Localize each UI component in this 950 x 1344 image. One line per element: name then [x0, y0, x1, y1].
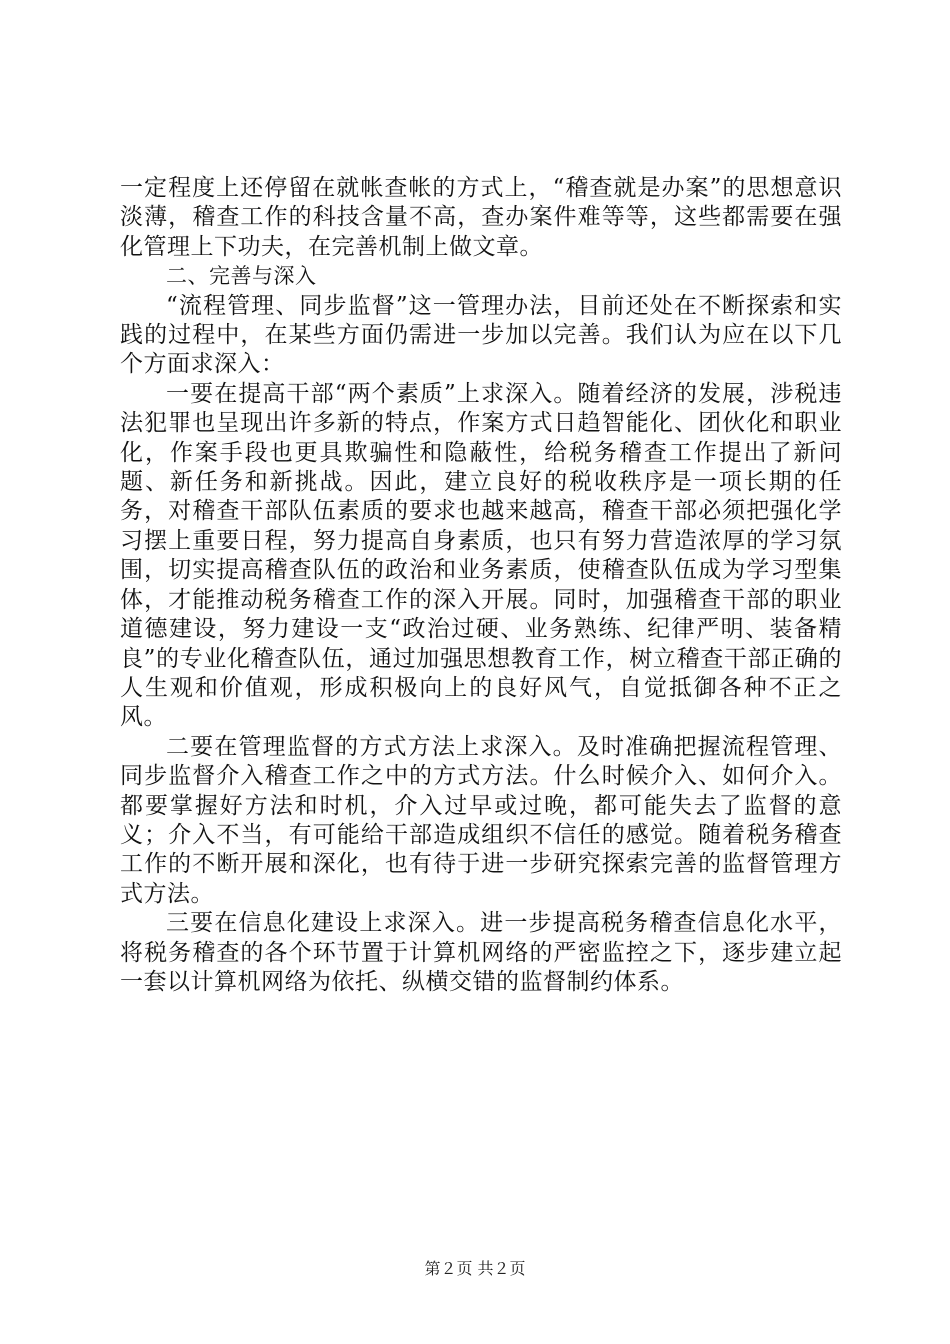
paragraph-point-two: 二要在管理监督的方式方法上求深入。及时准确把握流程管理、同步监督介入稽查工作之中的方式方法。什么时候介入、如何介入。都要掌握好方法和时机，介入过早或过晚，都可能失去了监督的意义；介入不当，有可能给干部造成组织不信任的感觉。随着税务稽查工作的不断开展和深化，也有待于进一步研究探索完善的监督管理方式方法。 — [120, 733, 842, 907]
paragraph-point-one: 一要在提高干部“两个素质”上求深入。随着经济的发展，涉税违法犯罪也呈现出许多新的特点，作案方式日趋智能化、团伙化和职业化，作案手段也更具欺骗性和隐蔽性，给税务稽查工作提出了新问题、新任务和新挑战。因此，建立良好的税收秩序是一项长期的任务，对稽查干部队伍素质的要求也越来越高，稽查干部必须把强化学习摆上重要日程，努力提高自身素质，也只有努力营造浓厚的学习氛围，切实提高稽查队伍的政治和业务素质，使稽查队伍成为学习型集体，才能推动税务稽查工作的深入开展。同时，加强稽查干部的职业道德建设，努力建设一支“政治过硬、业务熟练、纪律严明、装备精良”的专业化稽查队伍，通过加强思想教育工作，树立稽查干部正确的人生观和价值观，形成积极向上的良好风气，自觉抵御各种不正之风。 — [120, 380, 842, 731]
page-number-footer: 第２页 共２页 — [424, 1259, 526, 1278]
document-body — [120, 174, 842, 997]
paragraph-overview: “流程管理、同步监督”这一管理办法，目前还处在不断探索和实践的过程中，在某些方面仍需进一步加以完善。我们认为应在以下几个方面求深入： — [120, 292, 842, 378]
section-heading: 二、完善与深入 — [166, 264, 317, 289]
paragraph-intro-continuation: 一定程度上还停留在就帐查帐的方式上，“稽查就是办案”的思想意识淡薄，稽查工作的科技含量不高，查办案件难等等，这些都需要在强化管理上下功夫，在完善机制上做文章。 — [120, 175, 842, 260]
paragraph-point-three: 三要在信息化建设上求深入。进一步提高税务稽查信息化水平，将税务稽查的各个环节置于计算机网络的严密监控之下，逐步建立起一套以计算机网络为依托、纵横交错的监督制约体系。 — [120, 910, 842, 995]
